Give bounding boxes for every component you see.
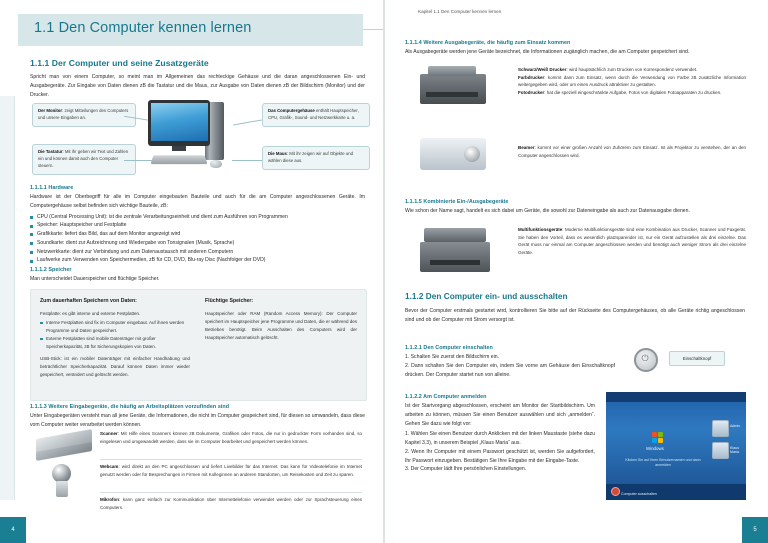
heading-kombiniert: 1.1.1.5 Kombinierte Ein-/Ausgabegeräte	[405, 199, 509, 205]
printer-farb-label: Farbdrucker	[518, 74, 545, 80]
section-speicher	[30, 267, 365, 284]
heading-speicher: 1.1.1.2 Speicher	[30, 267, 72, 273]
einschalten-step-2: 2. Dann schalten Sie den Computer ein, indem Sie vorne am Gehäuse den Einschaltknopf drücken. Der Computer startet nun von alleine.	[405, 362, 615, 378]
device-mikrofon	[100, 496, 362, 511]
section-eingabegeraete	[30, 404, 365, 430]
shutdown-label: Computer ausschalten	[621, 491, 657, 496]
intro-kombiniert: Wie schon der Name sagt, handelt es sich dabei um Geräte, die sowohl zur Dateneingabe als auch zur Datenausgabe dienen.	[405, 208, 690, 214]
mfp-slot	[430, 260, 480, 265]
heading-1-1-2: 1.1.2 Den Computer ein- und ausschalten	[405, 292, 568, 301]
printer-icon	[420, 74, 486, 104]
beamer-lens	[464, 146, 480, 162]
speicher-volatile-text: Hauptspeicher oder RAM (Random Access Memory): Der Computer speichert im Hauptspeicher jene Programme und Daten, die er während des Betriebes benötigt. Beim Ausschalten des Computers wird der Hauptspeicher automatisch gelöscht.	[205, 311, 357, 340]
speicher-volatile-title: Flüchtige Speicher:	[205, 298, 254, 304]
user-label-klaus-maria: Klaus Maria	[730, 446, 739, 454]
hardware-bullet: Soundkarte: dient zur Aufzeichnung und Wiedergabe von Tonsignalen (Musik, Sprache)	[30, 239, 365, 248]
printer-illustration	[414, 64, 494, 116]
device-webcam	[100, 463, 362, 478]
callout-maus-label: Die Maus	[268, 151, 287, 156]
windows-logo-icon	[652, 432, 664, 444]
windows-brand-label: Windows	[646, 446, 664, 451]
printer-types	[518, 66, 746, 97]
device-scanner	[100, 430, 362, 445]
mouse-icon	[210, 160, 222, 168]
callout-maus	[262, 146, 370, 170]
chapter-title-band	[18, 14, 363, 46]
running-head: Kapitel 1.1 Den Computer kennen lernen	[418, 9, 502, 14]
device-mikrofon-text: : kann ganz einfach zur Kommunikation über Internettelefonie verwendet werden oder zur Sprachsteuerung eines Computers.	[100, 497, 362, 510]
windows-login-screenshot	[606, 392, 746, 500]
page-right	[384, 0, 768, 543]
user-tile-admin[interactable]	[712, 420, 729, 437]
mfp-illustration	[416, 222, 498, 280]
callout-monitor-text: : zeigt Mitteilungen des Computers und unsere Eingaben an.	[38, 108, 129, 120]
hardware-bullet: Grafikkarte: liefert das Bild, das auf dem Monitor angezeigt wird	[30, 230, 365, 239]
section-kombiniert	[405, 199, 745, 216]
speicher-permanent-lead: Festplatte: es gibt interne und externe Festplatten.	[40, 311, 141, 316]
intro-eingabegeraete: Unter Eingabegeräten versteht man all jene Geräte, die Informationen, die nicht im Computer gespeichert sind, für diesen so umwandeln, dass diese vom Computer weiter verarbeitet werden können.	[30, 413, 365, 428]
webcam-stand	[56, 481, 68, 497]
device-webcam-label: Webcam	[100, 464, 119, 469]
heading-1-1-1: 1.1.1 Der Computer und seine Zusatzgeräte	[30, 58, 209, 68]
heading-hardware: 1.1.1.1 Hardware	[30, 185, 74, 191]
callout-gehaeuse-label: Das Computergehäuse	[268, 108, 315, 113]
printer-farb-text: : kommt dann zum Einsatz, wenn durch die Verwendung von Farbe zB zusätzliche Information weitergegeben wird, oder um einen Ausdruck attraktiver zu gestalten.	[518, 74, 746, 88]
power-glyph: ⏻	[641, 353, 649, 363]
side-tab	[0, 96, 15, 500]
computer-illustration	[148, 98, 238, 178]
einschalten-step-1: 1. Schalten Sie zuerst den Bildschirm ein.	[405, 354, 499, 360]
printer-sw-text: : wird hauptsächlich zum Drucken von Korrespondenz verwendet.	[566, 67, 698, 72]
printer-slot	[426, 92, 478, 97]
device-scanner-label: Scanner	[100, 431, 118, 436]
mfp-label: Multifunktionsgeräte	[518, 227, 563, 232]
shutdown-icon[interactable]	[611, 487, 620, 496]
login-hint-text: Klicken Sie auf Ihren Benutzernamen und dann anmelden	[625, 458, 701, 468]
monitor-stand	[172, 146, 186, 151]
user-tile-klaus-maria[interactable]	[712, 442, 729, 459]
printer-foto-label: Fotodrucker	[518, 90, 545, 96]
section-anmelden	[405, 394, 595, 474]
intro-1-1-2: Bevor der Computer erstmals gestartet wird, kontrollieren Sie bitte auf der Rückseite des Computergehäuses, ob alle Geräte richtig angeschlossen sind und ob der Computer mit Strom versorgt ist.	[405, 308, 745, 323]
intro-hardware: Hardware ist der Oberbegriff für alle im Computer eingebauten Bauteile und auch für die am Computer angeschlossenen Geräte. Im Computergehäuse selbst befinden sich wichtige Bauteile, zB:	[30, 194, 365, 209]
heading-ausgabegeraete: 1.1.1.4 Weitere Ausgabegeräte, die häufig zum Einsatz kommen	[405, 40, 571, 46]
input-devices-illustration	[34, 430, 96, 508]
speicher-bullet: Externe Festplatten sind mobile Datenträger mit großer Speicherkapazität, zB für Sicherungskopien von Daten.	[40, 335, 190, 351]
mfp-desc	[518, 226, 746, 257]
power-button-tag: Einschaltknopf	[669, 351, 725, 366]
section-ausgabegeraete	[405, 40, 745, 57]
hardware-bullet: Laufwerke zum Verwenden von Speichermedien, zB für CD, DVD, Blu-ray Disc (Nachfolger der DVD)	[30, 256, 365, 265]
section-1-1-2	[405, 292, 745, 325]
speicher-permanent-bullets	[40, 319, 190, 351]
keyboard-icon	[150, 155, 207, 164]
callout-tastatur	[32, 144, 136, 175]
page-number-right: 5	[742, 517, 768, 543]
power-button-icon[interactable]	[634, 348, 658, 372]
printer-sw-label: Schwarz/Weiß Drucker	[518, 67, 567, 72]
speicher-bullet: Interne Festplatten sind fix im Computer eingebaut. Auf ihnen werden Programme und Daten gespeichert.	[40, 319, 190, 335]
screenshot-top-bar	[606, 392, 746, 402]
anmelden-intro: Ist der Startvorgang abgeschlossen, erscheint am Monitor der Startbildschirm. Um arbeiten zu können, müssen Sie einen Benutzer auswählen und sich „anmelden“. Gehen Sie dazu wie folgt vor:	[405, 403, 595, 427]
mfp-scanner-lid-icon	[424, 228, 486, 242]
printer-tray	[428, 66, 476, 76]
speicher-permanent-title: Zum dauerhaften Speichern von Daten:	[40, 298, 137, 304]
intro-speicher: Man unterscheidet Dauerspeicher und flüchtige Speicher.	[30, 276, 160, 282]
beamer-desc	[518, 144, 746, 159]
speicher-volatile-column	[205, 298, 357, 342]
device-webcam-text: : wird direkt an den PC angeschlossen und liefert Livebilder für das Internet. Das kann für Videotelefonie im Internet genutzt werden oder für Besprechungen in Firmen mit Kolleginnen an anderen Standorten, um Reisekosten und Zeit zu sparen.	[100, 464, 362, 477]
divider	[100, 459, 362, 460]
intro-1-1-1: Spricht man von einem Computer, so meint man im Allgemeinen das rechteckige Gehäuse und die daran angeschlossenen Ein- und Ausgabegeräte. Zur Eingabe von Daten dienen zB die Tastatur und die Maus, zur Ausgabe von Daten dienen zB der Bildschirm (Monitor) und der Drucker.	[30, 74, 365, 98]
speicher-usb-text: USB-Stick: ist ein mobiler Datenträger mit einfacher Handhabung und beträchtlicher Speicherkapazität. Darauf können Daten immer wieder gespeichert, verändert und gelöscht werden.	[40, 356, 190, 378]
callout-tastatur-label: Die Tastatur	[38, 149, 63, 154]
hardware-bullet: Netzwerkkarte: dient zur Verbindung und zum Datenaustausch mit anderen Computern	[30, 248, 365, 257]
hardware-bullet: CPU (Central Processing Unit): ist die zentrale Verarbeitungseinheit und dient zum Ausführen von Programmen	[30, 213, 365, 222]
heading-eingabegeraete: 1.1.1.3 Weitere Eingabegeräte, die häufig an Arbeitsplätzen vorzufinden sind	[30, 404, 230, 410]
callout-tastatur-text: : Mit ihr geben wir Text und Zahlen ein und können damit auch den Computer steuern.	[38, 149, 129, 168]
monitor-icon	[148, 100, 210, 146]
user-label-admin: Admin	[730, 424, 741, 428]
section-einschalten	[405, 345, 615, 379]
heading-anmelden: 1.1.2.2 Am Computer anmelden	[405, 394, 487, 400]
page-number-left: 4	[0, 517, 26, 543]
heading-einschalten: 1.1.2.1 Den Computer einschalten	[405, 345, 493, 351]
device-scanner-text: : Mit Hilfe eines Scanners können zB Dokumente, Grafiken oder Fotos, die nur in gedruckter Form vorhanden sind, so eingelesen und umgewandelt werden, dass sie im Computer bearbeitet und gespeichert werden können.	[100, 431, 362, 444]
speicher-permanent-column	[40, 298, 190, 379]
mfp-text: : Moderne Multifunktionsgeräte sind eine Kombination aus Drucker, Scanner und Faxgerät. Sie haben den Vorteil, dass es wesentlich platzsparender ist, nur ein Gerät aufzustellen als drei einzelne. Das Gerät muss nur einmal am Computer angeschlossen werden und benötigt auch weniger Strom als drei einzelne Geräte.	[518, 227, 746, 256]
beamer-label: Beamer	[518, 145, 535, 150]
divider	[100, 492, 362, 493]
hardware-bullet-list	[30, 213, 365, 266]
callout-gehaeuse-text: enthält Hauptspeicher, CPU, Grafik-, Sound- und Netzwerkkarte u. a.	[268, 108, 359, 120]
callout-maus-text: : Mit ihr zeigen wir auf Objekte und wählen diese aus.	[268, 151, 354, 163]
page-title: 1.1 Den Computer kennen lernen	[34, 20, 252, 36]
page-gutter	[383, 0, 385, 543]
callout-monitor	[32, 103, 136, 127]
hardware-bullet: Speicher: Hauptspeicher und Festplatte	[30, 221, 365, 230]
anmelden-step-1: 1. Wählen Sie einen Benutzer durch Anklicken mit der linken Maustaste (siehe dazu Kapitel 3.3), in unserem Beispiel „Klaus Maria“ aus.	[405, 431, 595, 446]
printer-foto-text: : hat die speziell eingeschränkte Aufgabe, Fotos von digitalen Fotoapparaten zu drucken.	[544, 90, 722, 96]
callout-monitor-label: Der Monitor	[38, 108, 63, 113]
anmelden-step-3: 3. Der Computer lädt Ihre persönlichen Einstellungen.	[405, 466, 527, 473]
intro-ausgabegeraete: Als Ausgabegeräte werden jene Geräte bezeichnet, die Informationen zugänglich machen, die am Computer gespeichert sind.	[405, 49, 690, 55]
anmelden-step-2: 2. Wenn Ihr Computer mit einem Passwort geschützt ist, werden Sie aufgefordert, Ihr Passwort einzugeben. Bestätigen Sie Ihre Eingabe mit der Eingabe-Taste.	[405, 448, 595, 464]
beamer-text: : kommt vor einer großen Anzahl von Zuhörern zum Einsatz. Ist als Projektor zu verstehen, der an den Computer angeschlossen wird.	[518, 145, 746, 158]
section-1-1-1	[30, 58, 365, 99]
section-hardware	[30, 185, 365, 265]
callout-gehaeuse	[262, 103, 370, 127]
mfp-icon	[420, 242, 490, 272]
beamer-illustration	[412, 128, 498, 182]
monitor-screen	[151, 103, 208, 142]
device-mikrofon-label: Mikrofon	[100, 497, 119, 502]
